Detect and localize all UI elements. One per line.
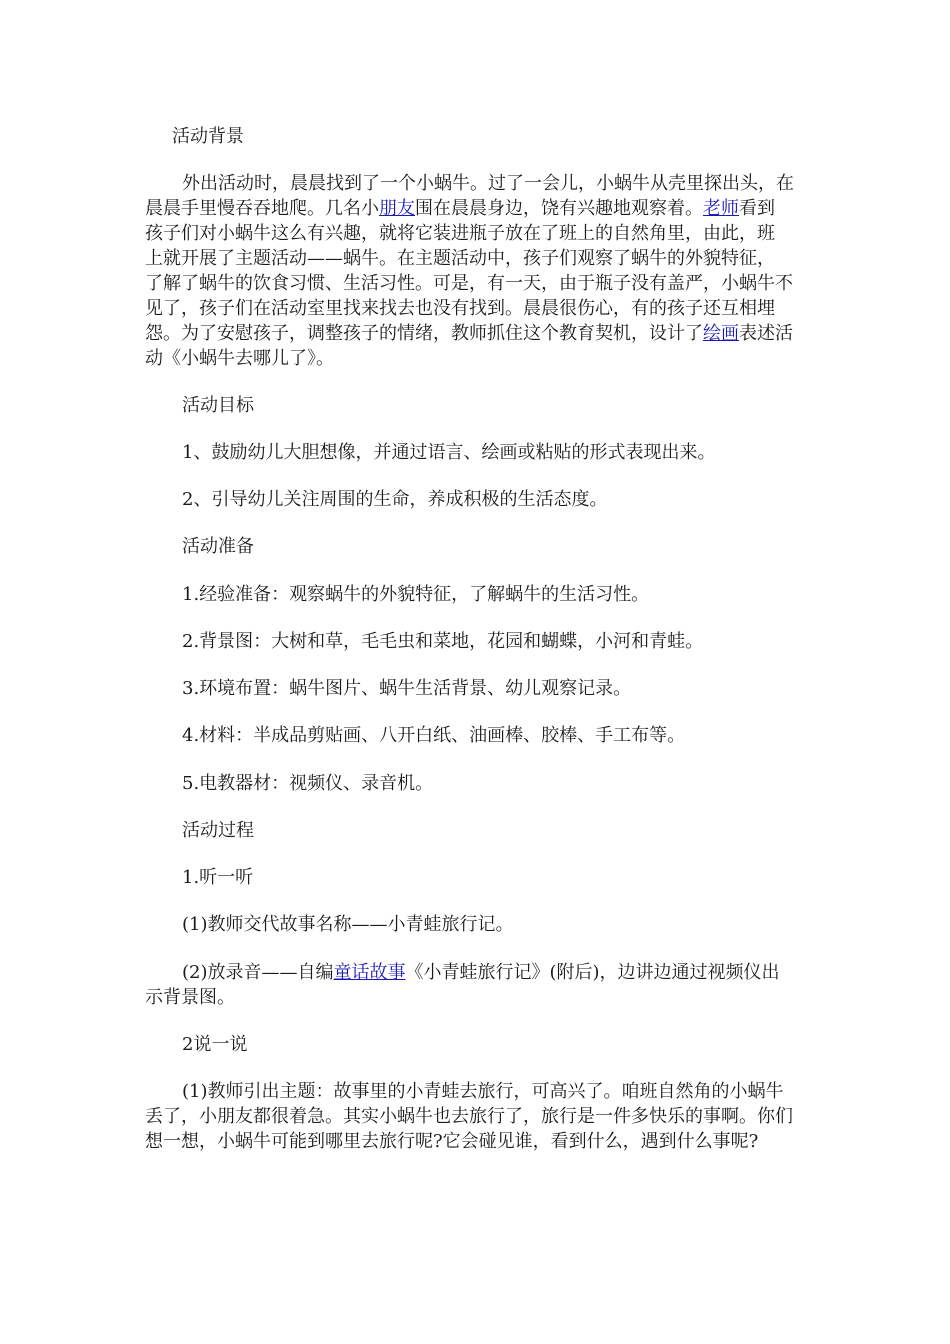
step-heading: 2说一说 <box>182 1034 248 1055</box>
text-line: 想一想，小蜗牛可能到哪里去旅行呢?它会碰见谁，看到什么，遇到什么事呢? <box>145 1131 759 1152</box>
prep-item: 3.环境布置：蜗牛图片、蜗牛生活背景、幼儿观察记录。 <box>182 678 632 699</box>
text-line: 外出活动时，晨晨找到了一个小蜗牛。过了一会儿，小蜗牛从壳里探出头，在 <box>182 173 794 194</box>
text-line: 丢了，小朋友都很着急。其实小蜗牛也去旅行了，旅行是一件多快乐的事啊。你们 <box>145 1106 793 1127</box>
text-run: 怨。为了安慰孩子，调整孩子的情绪，教师抓住这个教育契机，设计了 <box>145 323 703 344</box>
text-line: 上就开展了主题活动——蜗牛。在主题活动中，孩子们观察了蜗牛的外貌特征， <box>145 248 775 269</box>
text-line: 了解了蜗牛的饮食习惯、生活习性。可是，有一天，由于瓶子没有盖严，小蜗牛不 <box>145 273 793 294</box>
background-paragraph <box>145 171 810 371</box>
text-run: 表述活 <box>739 323 793 344</box>
heading-goals: 活动目标 <box>182 395 254 416</box>
prep-item: 2.背景图：大树和草，毛毛虫和菜地，花园和蝴蝶，小河和青蛙。 <box>182 631 704 652</box>
text-run: 看到 <box>739 198 775 219</box>
link-fairy-tale[interactable]: 童话故事 <box>333 962 406 983</box>
step-item: (1)教师交代故事名称——小青蛙旅行记。 <box>182 914 514 935</box>
text-line <box>145 321 810 346</box>
text-line <box>145 196 810 221</box>
step-heading: 1.听一听 <box>182 867 254 888</box>
text-run: 晨晨手里慢吞吞地爬。几名小 <box>145 198 379 219</box>
text-line: 动《小蜗牛去哪儿了》。 <box>145 348 334 369</box>
prep-item: 4.材料：半成品剪贴画、八开白纸、油画棒、胶棒、手工布等。 <box>182 725 686 746</box>
text-run: 围在晨晨身边，饶有兴趣地观察着。 <box>415 198 703 219</box>
heading-preparation: 活动准备 <box>182 536 254 557</box>
text-run: 《小青蛙旅行记》(附后)，边讲边通过视频仪出 <box>405 962 780 983</box>
text-run: (2)放录音——自编 <box>182 962 334 983</box>
goal-item: 1、鼓励幼儿大胆想像，并通过语言、绘画或粘贴的形式表现出来。 <box>182 442 716 463</box>
heading-process: 活动过程 <box>182 820 254 841</box>
step-paragraph <box>145 960 810 1010</box>
goal-item: 2、引导幼儿关注周围的生命，养成积极的生活态度。 <box>182 489 608 510</box>
prep-item: 5.电教器材：视频仪、录音机。 <box>182 773 434 794</box>
prep-item: 1.经验准备：观察蜗牛的外貌特征，了解蜗牛的生活习性。 <box>182 584 650 605</box>
text-line: (1)教师引出主题：故事里的小青蛙去旅行，可高兴了。咱班自然角的小蜗牛 <box>182 1081 784 1102</box>
text-line: 见了，孩子们在活动室里找来找去也没有找到。晨晨很伤心，有的孩子还互相埋 <box>145 298 775 319</box>
step-paragraph <box>145 1079 810 1154</box>
text-line: 孩子们对小蜗牛这么有兴趣，就将它装进瓶子放在了班上的自然角里，由此，班 <box>145 223 775 244</box>
text-line <box>145 960 810 985</box>
heading-background: 活动背景 <box>172 126 244 147</box>
link-drawing[interactable]: 绘画 <box>703 323 739 344</box>
link-friend[interactable]: 朋友 <box>379 198 415 219</box>
link-teacher[interactable]: 老师 <box>703 198 739 219</box>
text-line: 示背景图。 <box>145 987 235 1008</box>
